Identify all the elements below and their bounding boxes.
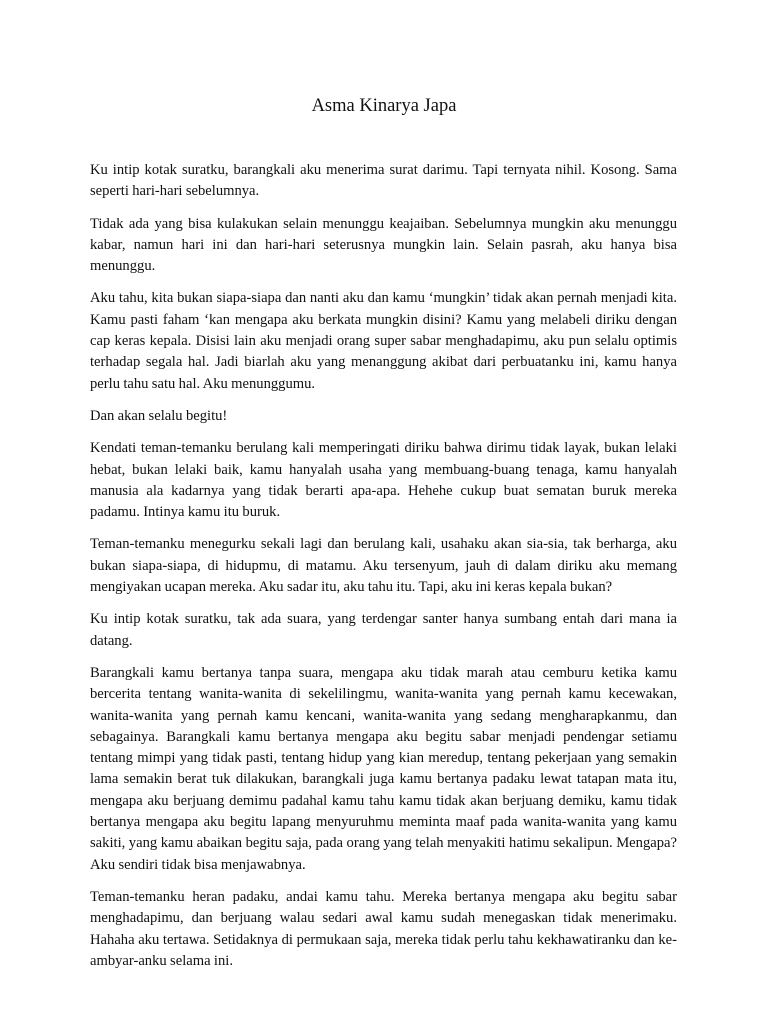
paragraph-3: Aku tahu, kita bukan siapa-siapa dan nanti aku dan kamu ‘mungkin’ tidak akan pernah menjadi kita. Kamu pasti faham ‘kan mengapa aku berkata mungkin disini? Kamu yang melabeli diriku dengan cap keras kepala. Disisi lain aku menjadi orang super sabar menghadapimu, aku pun selalu optimis terhadap segala hal. Jadi biarlah aku yang menanggung akibat dari perbuatanku ini, kamu hanya perlu tahu satu hal. Aku menunggumu. <box>90 290 677 392</box>
paragraph-2: Tidak ada yang bisa kulakukan selain menunggu keajaiban. Sebelumnya mungkin aku menunggu kabar, namun hari ini dan hari-hari seterusnya mungkin lain. Selain pasrah, aku hanya bisa menunggu. <box>90 215 677 275</box>
paragraph-1: Ku intip kotak suratku, barangkali aku menerima surat darimu. Tapi ternyata nihil. Kosong. Sama seperti hari-hari sebelumnya. <box>90 162 677 200</box>
document-title: Asma Kinarya Japa <box>311 96 457 116</box>
paragraph-7: Ku intip kotak suratku, tak ada suara, yang terdengar santer hanya sumbang entah dari mana ia datang. <box>90 611 677 649</box>
paragraph-8: Barangkali kamu bertanya tanpa suara, mengapa aku tidak marah atau cemburu ketika kamu bercerita tentang wanita-wanita di sekelilingmu, wanita-wanita yang pernah kamu kecewakan, wanita-wanita yang pernah kamu kencani, wanita-wanita yang sedang mengharapkanmu, dan sebagainya. Barangkali kamu bertanya mengapa aku begitu sabar menjadi pendengar setiamu tentang mimpi yang tidak pasti, tentang hidup yang kian meredup, tentang pekerjaan yang semakin lama semakin berat tuk dilakukan, barangkali juga kamu bertanya padaku lewat tatapan mata itu, mengapa aku berjuang demimu padahal kamu tahu kamu tidak akan berjuang demiku, kamu tidak bertanya mengapa aku begitu lapang menyuruhmu meminta maaf pada wanita-wanita yang kamu sakiti, yang kamu abaikan begitu saja, pada orang yang telah menyakiti hatimu sekalipun. Mengapa? Aku sendiri tidak bisa menjawabnya. <box>90 664 677 873</box>
paragraph-4: Dan akan selalu begitu! <box>90 407 228 424</box>
paragraph-5: Kendati teman-temanku berulang kali memperingati diriku bahwa dirimu tidak layak, bukan lelaki hebat, bukan lelaki baik, kamu hanyalah usaha yang membuang-buang tenaga, kamu hanyalah manusia ala kadarnya yang tidak berarti apa-apa. Hehehe cukup buat sematan buruk mereka padamu. Intinya kamu itu buruk. <box>90 440 677 521</box>
document-body <box>90 160 677 983</box>
paragraph-9: Teman-temanku heran padaku, andai kamu tahu. Mereka bertanya mengapa aku begitu sabar menghadapimu, dan berjuang walau sedari awal kamu sudah menegaskan tidak menerimaku. Hahaha aku tertawa. Setidaknya di permukaan saja, mereka tidak perlu tahu kekhawatiranku dan ke-ambyar-anku selama ini. <box>90 888 677 969</box>
paragraph-6: Teman-temanku menegurku sekali lagi dan berulang kali, usahaku akan sia-sia, tak berharga, aku bukan siapa-siapa, di hidupmu, di matamu. Aku tersenyum, jauh di dalam diriku aku memang mengiyakan ucapan mereka. Aku sadar itu, aku tahu itu. Tapi, aku ini keras kepala bukan? <box>90 536 677 596</box>
